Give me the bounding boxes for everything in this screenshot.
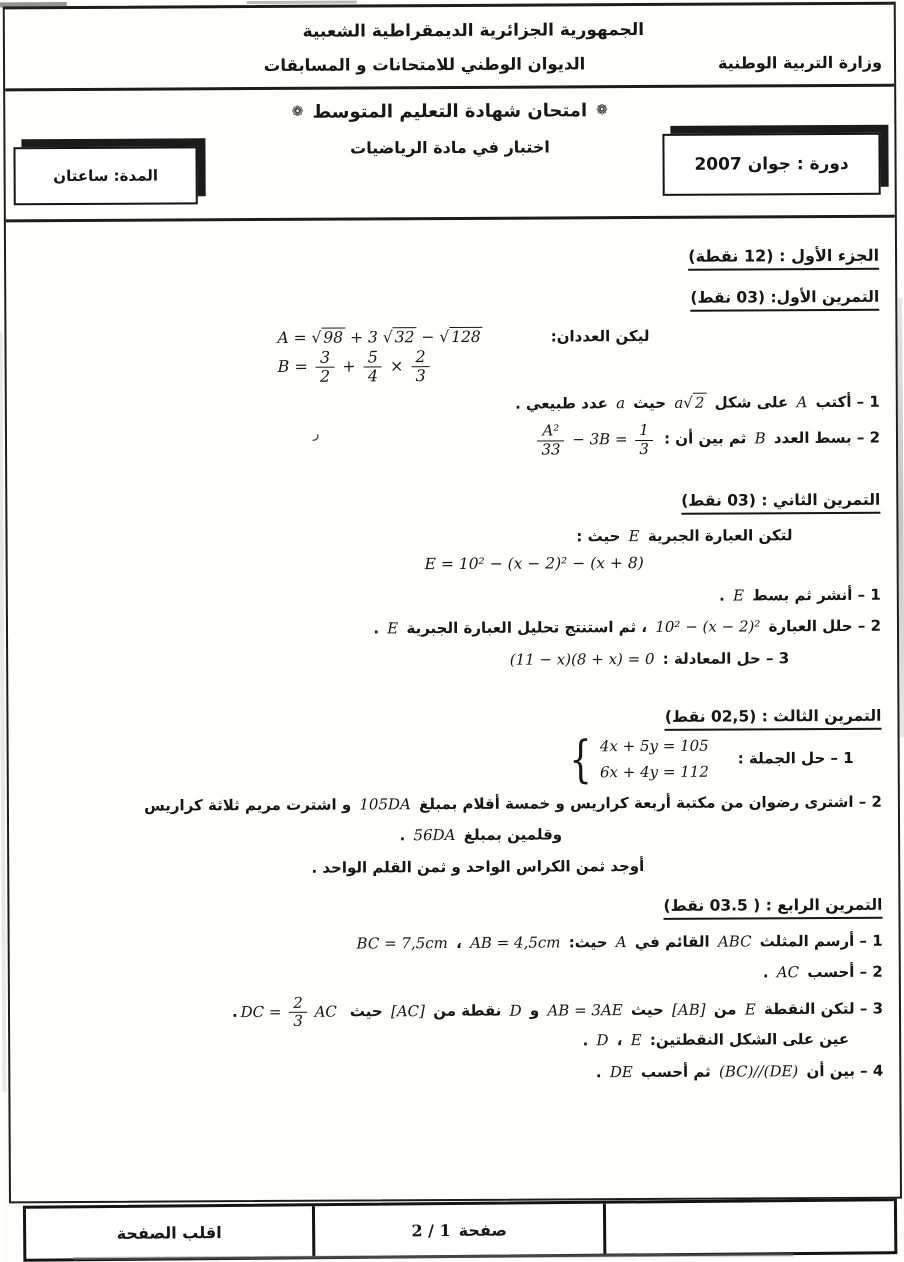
office-title: الديوان الوطني للامتحانات و المسابقات (263, 54, 586, 75)
subject-title: اختبار في مادة الرياضيات (350, 137, 550, 158)
exercise4-question3: 3 – لتكن النقطة E من [AB] حيث AB = 3AE و D نقطة من [AC] حيث DC = $\frac{2}{3}$ AC . (231, 993, 884, 1030)
scan-artifact (247, 0, 357, 4)
ornament-icon: ❁ (596, 102, 608, 119)
exercise1-intro: ليكن العددان: (550, 326, 650, 346)
sqrt-icon: √ (382, 328, 393, 347)
footer-table (23, 1198, 897, 1262)
page-frame (3, 2, 902, 1204)
sqrt-icon: √ (439, 328, 450, 347)
exercise1-question2: 2 – بسط العدد B ثم بين أن : $\frac{\text{A²}}{33}$ − 3B = $\frac{1}{3}$ (17, 421, 880, 461)
exercise3-question2-line3: أوجد ثمن الكراس الواحد و ثمن القلم الواحد . (311, 856, 645, 877)
formula-E-line (18, 553, 881, 576)
header (5, 5, 894, 92)
session-label: دورة : جوان 2007 (694, 153, 849, 175)
ornament-icon: ❁ (291, 103, 304, 120)
a-sqrt2-term: a√ 2 (674, 393, 705, 412)
exercise4-question4: 4 – بين أن (BC)//(DE) ثم أحسب DE . (595, 1061, 884, 1082)
system-equation-2: 6x + 4y = 112 (599, 762, 709, 782)
formula-A: A = √ 98 + 3 √ 32 − √ 128 (277, 327, 481, 347)
page-label: صفحة (458, 1220, 507, 1240)
DC-fraction-term: DC = $\frac{2}{3}$ AC (240, 993, 337, 1030)
turn-page-label: اقلب الصفحة (116, 1222, 222, 1243)
brace-icon: { (569, 729, 593, 788)
exam-title (5, 87, 894, 125)
page-numbers: 2 / 1 (411, 1220, 451, 1240)
duration-box (13, 146, 197, 205)
footer-page-cell (312, 1204, 603, 1257)
scan-stray-mark: ر (312, 426, 320, 442)
exercise1-title: التمرين الأول: (03 نقط) (16, 283, 879, 314)
ministry-title: وزارة التربية الوطنية (717, 52, 883, 73)
exercise3-question2-line1: 2 – اشترى رضوان من مكتبة أربعة كراريس و خمسة أقلام بمبلغ 105DA و اشترت مريم ثلاثة كراريس (144, 792, 882, 815)
sqrt-icon: √ (311, 328, 322, 347)
republic-title: الجمهورية الجزائرية الديمقراطية الشعبية (302, 19, 645, 42)
fraction: $\frac{3}{2}$ (316, 349, 334, 387)
fraction: $\frac{\text{A²}}{33}$ (537, 423, 564, 459)
sqrt-term: √ 98 (311, 328, 344, 347)
exercise3-question1-line (19, 729, 882, 788)
duration-label: المدة: ساعتان (53, 166, 159, 186)
fraction: $\frac{2}{3}$ (289, 995, 307, 1031)
session-box (662, 133, 880, 196)
header-row (13, 53, 886, 77)
system-equation-1: 4x + 5y = 105 (599, 736, 709, 756)
footer-empty-cell (603, 1201, 894, 1254)
footer-turn-page-cell (26, 1206, 312, 1258)
exam-title-text: امتحان شهادة التعليم المتوسط (312, 100, 588, 123)
exercise4-question3b: عين على الشكل النقطتين: E ، D . (582, 1030, 850, 1050)
part1-title: الجزء الأول : (12 نقطة) (16, 242, 879, 274)
exercise2-question2: 2 – حلل العبارة 10² − (x − 2)² ، ثم استنتج تحليل العبارة الجبرية E . (373, 617, 882, 638)
fraction: $\frac{2}{3}$ (411, 348, 429, 386)
sqrt-term: √ 128 (439, 327, 481, 347)
exercise3-question2-line2: وقلمين بمبلغ 56DA . (399, 825, 563, 845)
formula-B: B = $\frac{3}{2}$ + $\frac{5}{4}$ × $\frac{2}{3}$ (278, 356, 433, 376)
title-band (5, 87, 895, 223)
exercise1-question1: 1 – أكتب A على شكل a√ 2 حيث a عدد طبيعي . (515, 392, 880, 413)
exercise3-title: التمرين الثالث : (02,5 نقط) (18, 703, 881, 734)
exercise3-question1: 1 – حل الجملة : (737, 748, 854, 768)
equation-A2-33: $\frac{\text{A²}}{33}$ − 3B = $\frac{1}{3}$ (534, 430, 656, 449)
fraction: $\frac{5}{4}$ (364, 348, 382, 386)
exercise4-title: التمرين الرابع : ( 03.5 نقط) (19, 892, 882, 923)
exercise4-question1: 1 – أرسم المثلث ABC القائم في A حيث: AB = 4,5cm ، BC = 7,5cm (356, 931, 883, 953)
fraction: $\frac{1}{3}$ (635, 422, 653, 458)
exercise2-title: التمرين الثاني : (03 نقط) (17, 487, 880, 518)
exercise1-intro-line (16, 326, 879, 349)
sqrt-term: √ 32 (382, 328, 415, 347)
exercise2-question3: 3 – حل المعادلة : (11 − x)(8 + x) = 0 (509, 649, 790, 669)
formula-E: E = 10² − (x − 2)² − (x + 8) (424, 553, 644, 573)
equation-system (565, 729, 712, 788)
exercise2-intro: لتكن العبارة الجبرية E حيث : (576, 526, 793, 546)
exercise4-question2: 2 – أحسب AC . (762, 963, 883, 982)
exam-content (6, 218, 900, 1089)
exercise2-question1: 1 – أنشر ثم بسط E . (719, 585, 881, 605)
formula-B-line (17, 346, 880, 388)
